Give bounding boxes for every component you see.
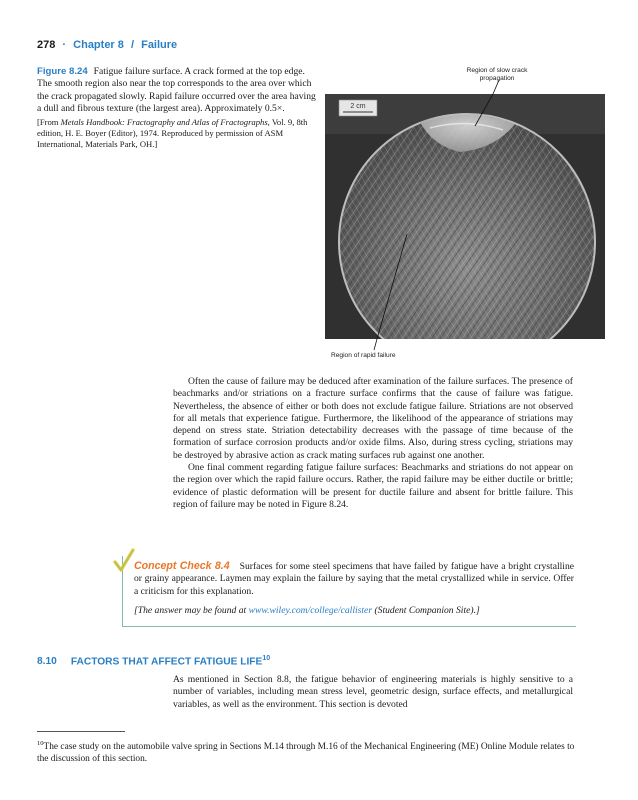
figure-credit <box>37 117 321 150</box>
concept-check-answer <box>134 605 574 617</box>
section-heading <box>37 655 270 667</box>
body-paragraph-2: One final comment regarding fatigue failure surfaces: Beachmarks and striations do not appear on the region over which the rapid failure occurs. Rather, the rapid failure may be either ductile or brittle; evidence of plastic deformation will be present for ductile failure and absent for brittle failure. This region of failure may be noted in Figure 8.24. <box>173 462 573 510</box>
footnote <box>37 738 582 765</box>
fracture-surface-image <box>325 94 605 339</box>
pointer-rapid-extension <box>365 339 379 351</box>
label-rapid-failure: Region of rapid failure <box>331 352 396 359</box>
credit-rest: Vol. 9, 8th edition, H. E. Boyer (Editor), 1974. Reproduced by permission of ASM International, Materials Park, OH.] <box>37 117 308 150</box>
header-separator: / <box>130 39 135 51</box>
answer-prefix: [The answer may be found at <box>134 605 249 616</box>
section-text: As mentioned in Section 8.8, the fatigue behavior of engineering materials is highly sensitive to a number of variables, including mean stress level, geometric design, surface effects, and metallurgical variables, as well as the environment. This section is devoted <box>173 674 573 710</box>
label-slow-crack: Region of slow crack propagation <box>466 67 528 82</box>
body-paragraph-1: Often the cause of failure may be deduced after examination of the failure surfaces. The presence of beachmarks and/or striations on a fracture surface confirms that the cause of failure was fatigue. Nevertheless, the absence of either or both does not exclude fatigue failure. Striations are not observed for all metals that experience fatigue. Furthermore, the likelihood of the appearance of striations may depend on stress state. Striation detectability decreases with the passage of time because of the formation of surface corrosion products and/or oxide films. Also, during stress cycling, striations may be destroyed by abrasive action as crack mating surfaces rub against one another. <box>173 376 573 461</box>
credit-prefix: [From <box>37 117 61 128</box>
answer-suffix: (Student Companion Site).] <box>372 605 480 616</box>
section-title: FACTORS THAT AFFECT FATIGUE LIFE <box>70 656 263 668</box>
footnote-rule <box>37 731 125 732</box>
page-number: 278 <box>37 39 56 51</box>
footnote-marker: 10 <box>37 740 44 747</box>
credit-title: Metals Handbook: Fractography and Atlas of Fractographs, <box>60 117 270 128</box>
concept-check-question <box>134 560 574 598</box>
scale-bar-label: 2 cm <box>350 103 366 110</box>
body-text <box>173 376 573 511</box>
concept-check-text: Surfaces for some steel specimens that have failed by fatigue have a bright crystalline or grainy appearance. Laymen may explain the failure by saying that the metal crystallized while in service. Offer a criticism for this explanation. <box>134 561 574 597</box>
section-number: 8.10 <box>37 656 57 668</box>
figure-caption-text: Fatigue failure surface. A crack formed at the top edge. The smooth region also near the top corresponds to the area over which the crack propagated slowly. Rapid failure occurred over the area having a dull and fibrous texture (the largest area). Approximately 0.5×. <box>37 66 316 114</box>
pointer-slow-extension <box>480 80 510 96</box>
figure-number: Figure 8.24 <box>37 66 88 77</box>
section-footnote-marker: 10 <box>262 655 271 662</box>
fracture-photo <box>325 94 605 339</box>
chapter-label: Chapter 8 <box>73 39 124 51</box>
figure-caption <box>37 66 321 150</box>
chapter-title: Failure <box>141 39 178 51</box>
checkmark-icon <box>112 548 136 574</box>
answer-link[interactable]: www.wiley.com/college/callister <box>248 605 373 616</box>
concept-check-title: Concept Check 8.4 <box>134 560 230 572</box>
footnote-text: The case study on the automobile valve spring in Sections M.14 through M.16 of the Mechanical Engineering (ME) Online Module relates to the discussion of this section. <box>37 742 575 765</box>
header-bullet: · <box>62 39 67 51</box>
running-head <box>37 39 177 51</box>
